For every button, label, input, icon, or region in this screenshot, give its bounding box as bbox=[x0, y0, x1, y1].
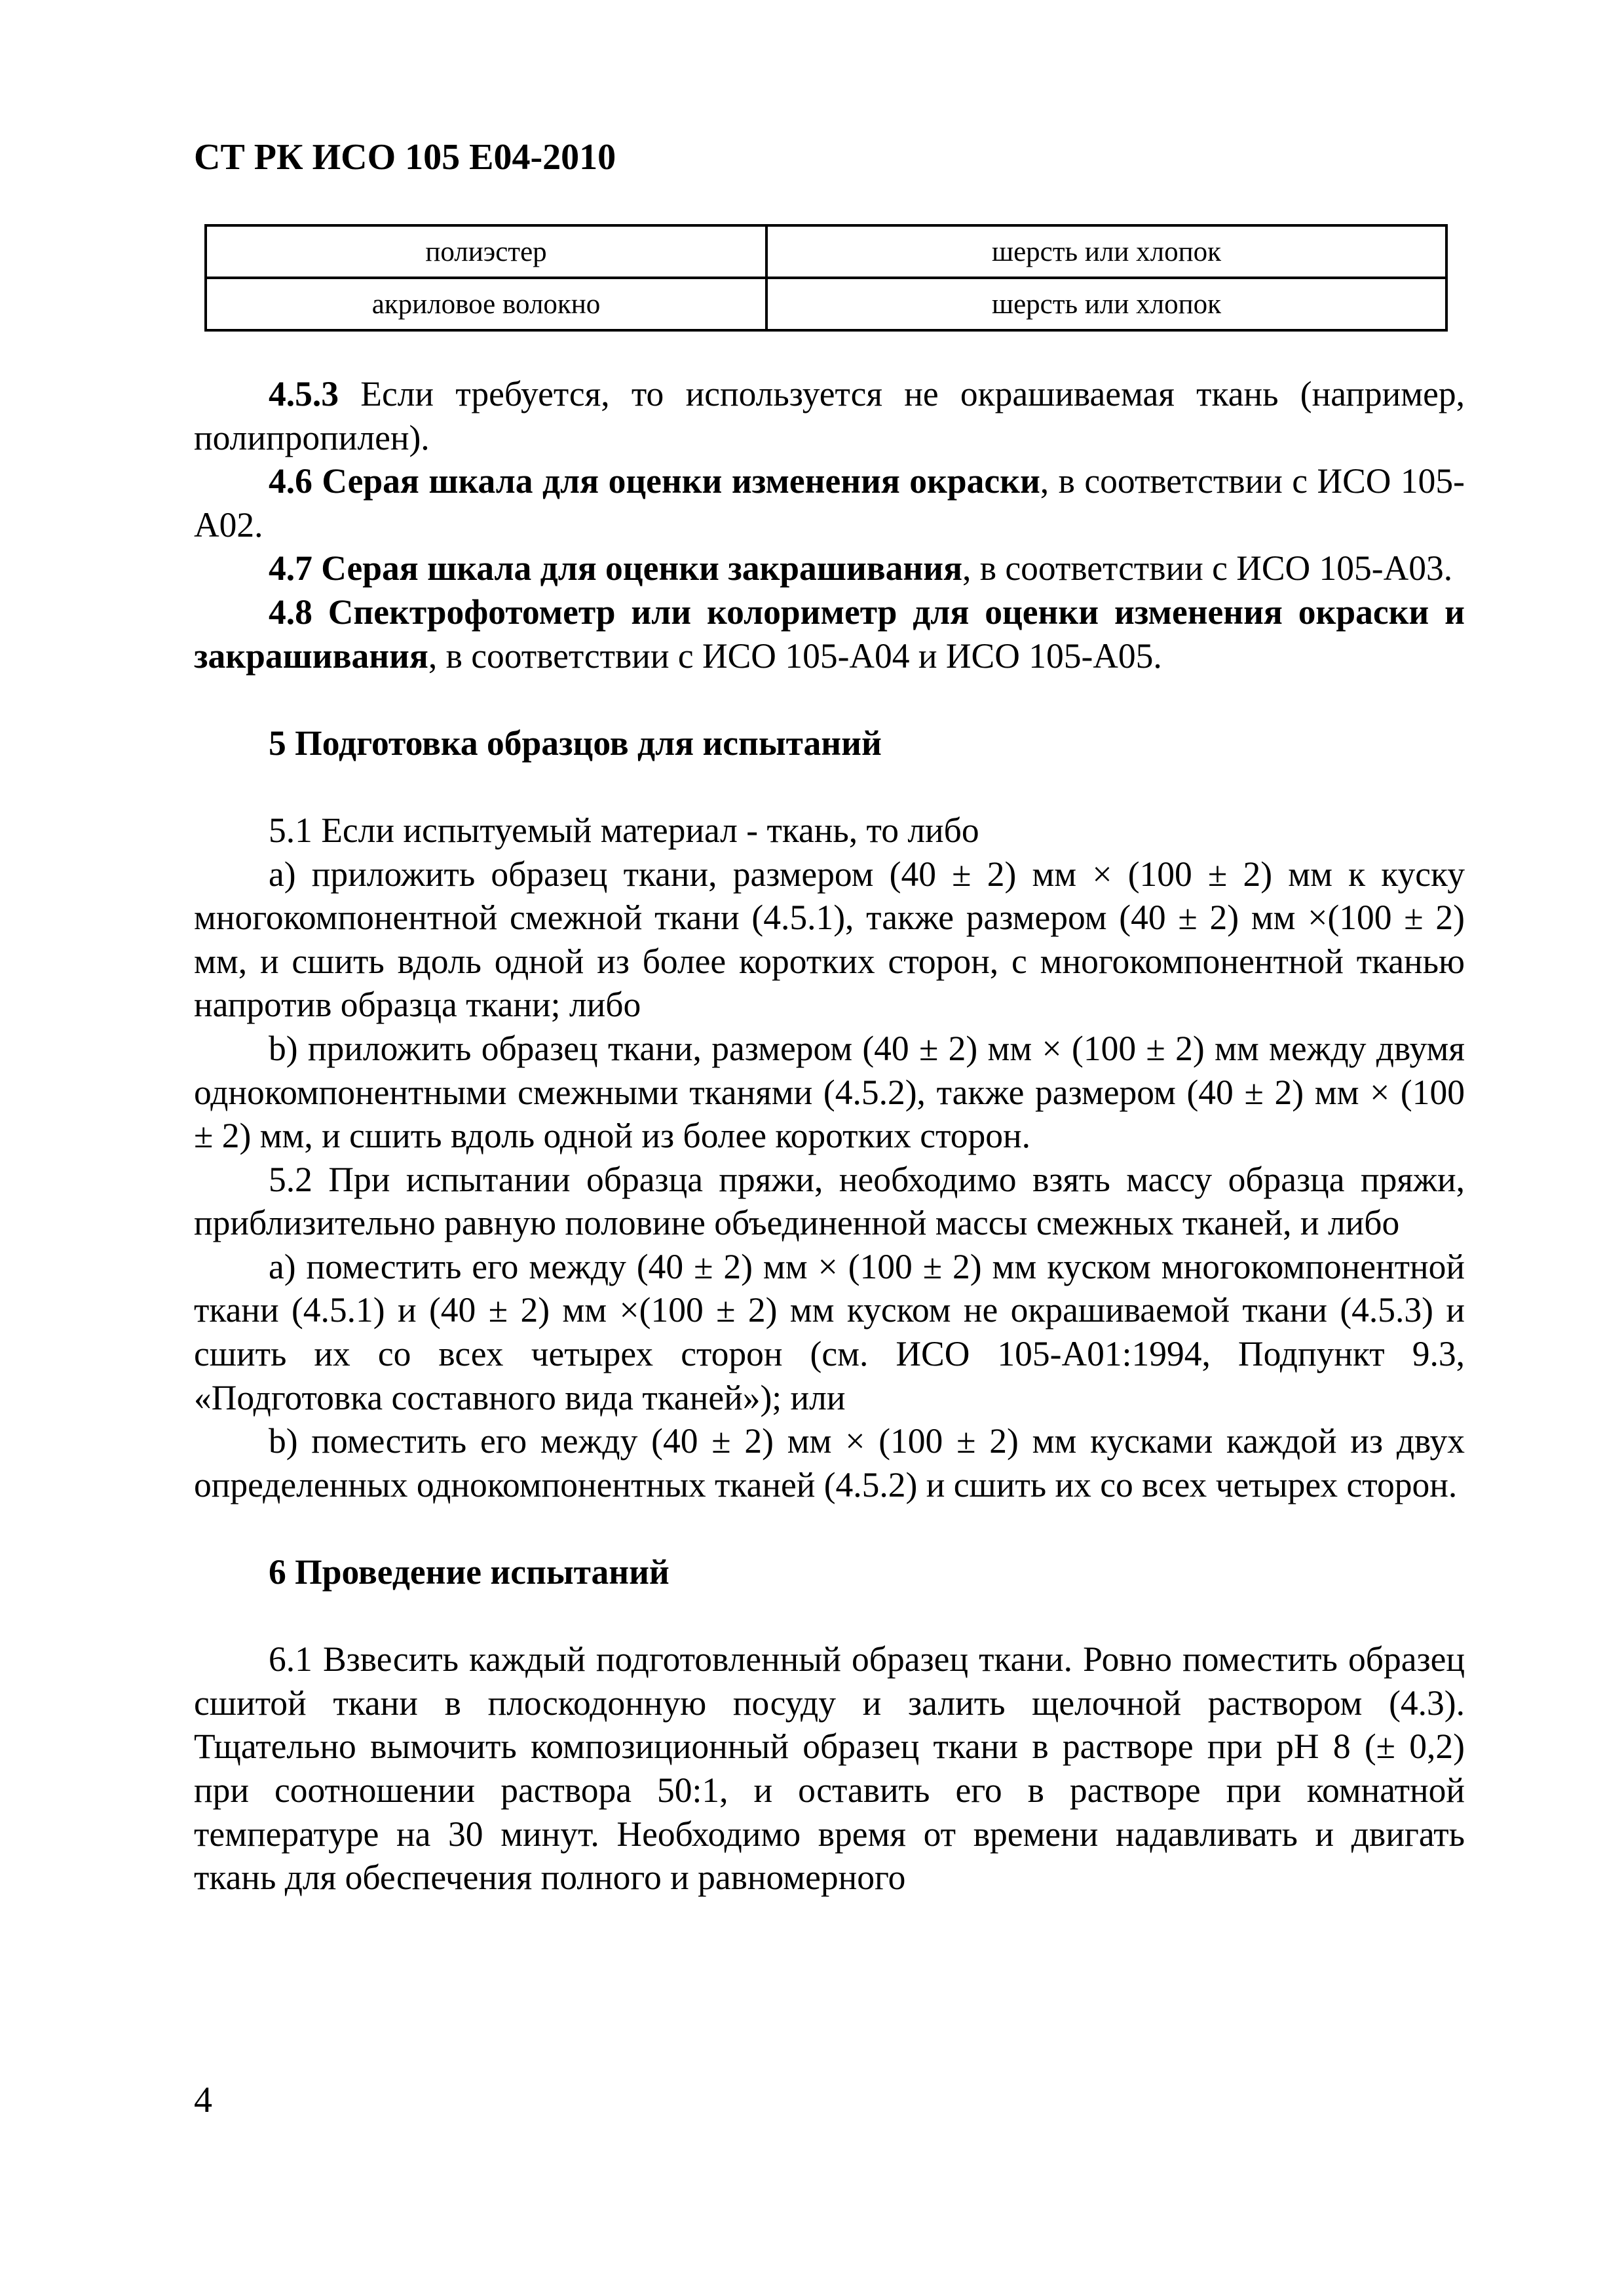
document-header: СТ РК ИСО 105 Е04-2010 bbox=[194, 137, 616, 178]
clause-number: 4.8 bbox=[269, 592, 328, 632]
paragraph-5-1-a: а) приложить образец ткани, размером (40 ± 2) мм × (100 ± 2) мм к куску многокомпонентной смежной ткани (4.5.1), также размером (40 ± 2) мм ×(100 ± 2) мм, и сшить вдоль одной из более коротких сторон, с многокомпонентной тканью напротив образца ткани; либо bbox=[194, 854, 1465, 1025]
paragraph-text: , в соответствии с ИСО 105-А02. bbox=[194, 461, 1465, 545]
paragraph-text: , в соответствии с ИСО 105-А04 и ИСО 105-А05. bbox=[428, 636, 1162, 676]
section-5-heading: 5 Подготовка образцов для испытаний bbox=[269, 723, 882, 763]
clause-number: 4.6 bbox=[269, 461, 322, 501]
table-cell: полиэстер bbox=[206, 225, 766, 278]
paragraph-4-7 bbox=[194, 546, 1465, 590]
paragraph-4-8 bbox=[194, 590, 1465, 678]
table-row bbox=[206, 225, 1446, 278]
table-cell: шерсть или хлопок bbox=[766, 225, 1446, 278]
clause-title: Серая шкала для оценки закрашивания bbox=[321, 548, 963, 588]
fiber-table bbox=[204, 224, 1448, 332]
clause-number: 4.5.3 bbox=[269, 374, 339, 413]
clause-number: 4.7 bbox=[269, 548, 322, 588]
table-row bbox=[206, 278, 1446, 330]
paragraph-5-2-b: b) поместить его между (40 ± 2) мм × (100 ± 2) мм кусками каждой из двух определенных однокомпонентных тканей (4.5.2) и сшить их со всех четырех сторон. bbox=[194, 1421, 1465, 1504]
paragraph-5-2-a: а) поместить его между (40 ± 2) мм × (100 ± 2) мм куском многокомпонентной ткани (4.5.1) и (40 ± 2) мм ×(100 ± 2) мм куском не окрашиваемой ткани (4.5.3) и сшить их со всех четырех сторон (см. ИСО 105-А01:1994, Подпункт 9.3, «Подготовка составного вида тканей»); или bbox=[194, 1246, 1465, 1417]
paragraph-6-1: 6.1 Взвесить каждый подготовленный образец ткани. Ровно поместить образец сшитой ткани в плоскодонную посуду и залить щелочной раствором (4.3). Тщательно вымочить композиционный образец ткани в растворе при pH 8 (± 0,2) при соотношении раствора 50:1, и оставить его в растворе при комнатной температуре на 30 минут. Необходимо время от времени надавливать и двигать ткань для обеспечения полного и равномерного bbox=[194, 1639, 1465, 1898]
paragraph-5-2: 5.2 При испытании образца пряжи, необходимо взять массу образца пряжи, приблизительно равную половине объединенной массы смежных тканей, и либо bbox=[194, 1159, 1465, 1243]
paragraph-text: Если требуется, то используется не окрашиваемая ткань (например, полипропилен). bbox=[194, 374, 1465, 457]
document-body bbox=[194, 372, 1465, 1900]
paragraph-5-1: 5.1 Если испытуемый материал - ткань, то либо bbox=[269, 810, 979, 850]
paragraph-4-6 bbox=[194, 459, 1465, 546]
section-6-heading: 6 Проведение испытаний bbox=[269, 1552, 670, 1592]
table-cell: акриловое волокно bbox=[206, 278, 766, 330]
clause-title: Серая шкала для оценки изменения окраски bbox=[322, 461, 1040, 501]
paragraph-5-1-b: b) приложить образец ткани, размером (40 ± 2) мм × (100 ± 2) мм между двумя однокомпонентными смежными тканями (4.5.2), также размером (40 ± 2) мм × (100 ± 2) мм, и сшить вдоль одной из более коротких сторон. bbox=[194, 1028, 1465, 1156]
paragraph-4-5-3 bbox=[194, 372, 1465, 459]
clause-title: Спектрофотометр или колориметр для оценки изменения окраски и закрашивания bbox=[194, 592, 1465, 676]
page-number: 4 bbox=[194, 2080, 212, 2120]
table-cell: шерсть или хлопок bbox=[766, 278, 1446, 330]
paragraph-text: , в соответствии с ИСО 105-А03. bbox=[962, 548, 1453, 588]
